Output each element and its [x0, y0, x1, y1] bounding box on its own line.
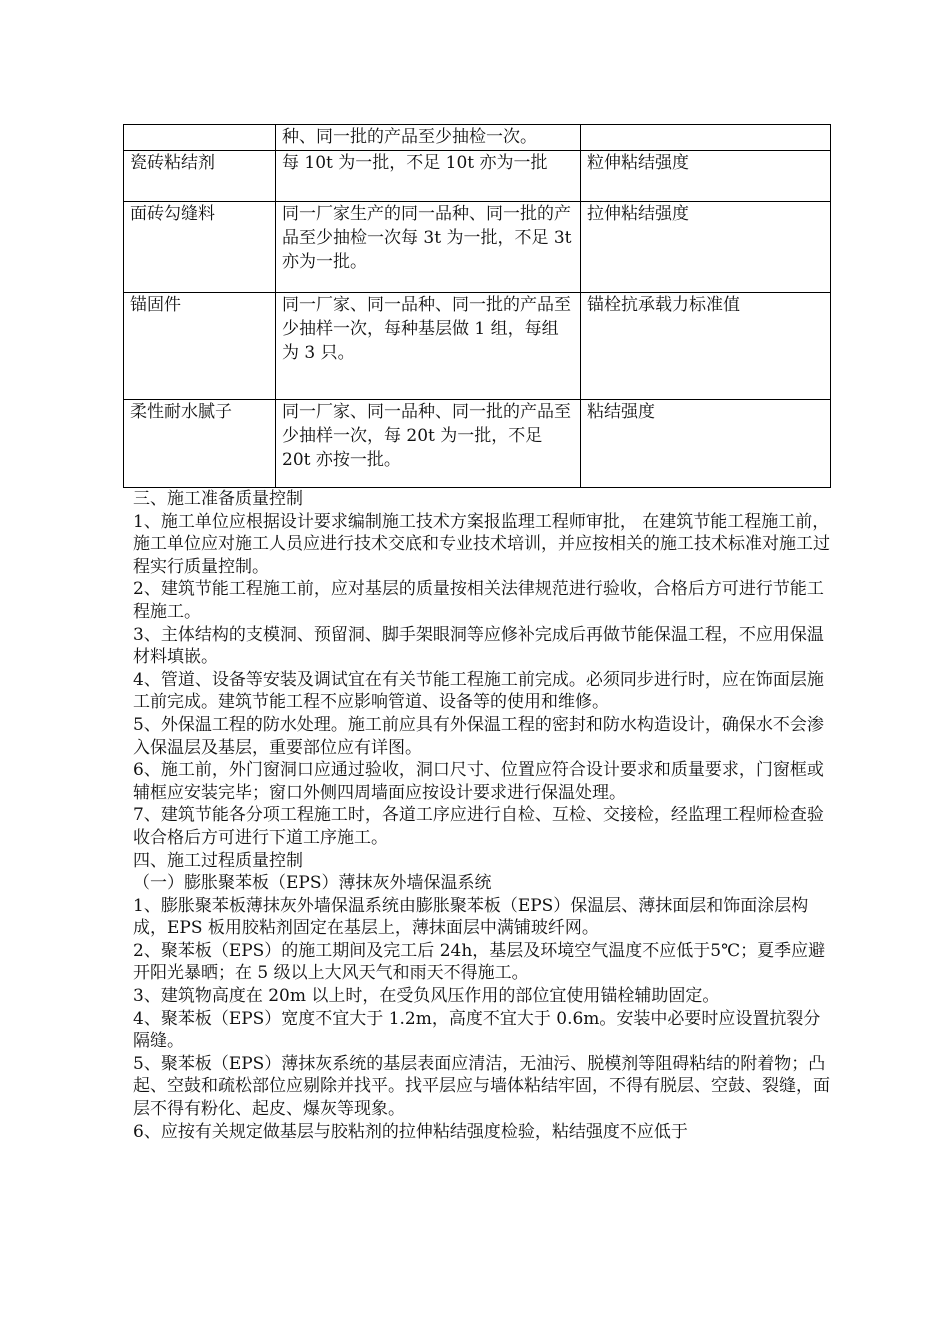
body-text	[133, 488, 833, 1143]
sampling-rule-cell: 同一厂家、同一品种、同一批的产品至少抽样一次，每 20t 为一批，不足 20t 亦按一批。	[276, 400, 581, 488]
sampling-rule-cell: 同一厂家、同一品种、同一批的产品至少抽样一次，每种基层做 1 组，每组为 3 只。	[276, 293, 581, 400]
table-row	[124, 202, 831, 293]
paragraph: 2、建筑节能工程施工前，应对基层的质量按相关法律规范进行验收，合格后方可进行节能工程施工。	[133, 579, 824, 622]
paragraph: 7、建筑节能各分项工程施工时，各道工序应进行自检、互检、交接检，经监理工程师检查验收合格后方可进行下道工序施工。	[133, 805, 824, 848]
sampling-rule-cell: 每 10t 为一批，不足 10t 亦为一批	[276, 151, 581, 202]
test-item-cell	[581, 125, 831, 151]
material-name-cell: 锚固件	[124, 293, 276, 400]
table-row	[124, 125, 831, 151]
paragraph: 1、施工单位应根据设计要求编制施工技术方案报监理工程师审批， 在建筑节能工程施工前，施工单位应对施工人员应进行技术交底和专业技术培训，并应按相关的施工技术标准对施工过程实行质量控制。	[133, 511, 830, 577]
paragraph: 4、聚苯板（EPS）宽度不宜大于 1.2m，高度不宜大于 0.6m。安装中必要时应设置抗裂分隔缝。	[133, 1008, 821, 1052]
paragraph: 2、聚苯板（EPS）的施工期间及完工后 24h，基层及环境空气温度不应低于5℃；夏季应避开阳光暴晒；在 5 级以上大风天气和雨天不得施工。	[133, 940, 826, 984]
table-row	[124, 293, 831, 400]
paragraph: 1、膨胀聚苯板薄抹灰外墙保温系统由膨胀聚苯板（EPS）保温层、薄抹面层和饰面涂层构成，EPS 板用胶粘剂固定在基层上，薄抹面层中满铺玻纤网。	[133, 895, 809, 939]
material-name-cell	[124, 125, 276, 151]
test-item-cell: 锚栓抗承载力标准值	[581, 293, 831, 400]
table-row	[124, 400, 831, 488]
paragraph: 4、管道、设备等安装及调试宜在有关节能工程施工前完成。必须同步进行时，应在饰面层施工前完成。建筑节能工程不应影响管道、设备等的使用和维修。	[133, 669, 824, 713]
test-item-cell: 粘结强度	[581, 400, 831, 488]
inspection-table	[123, 124, 831, 488]
subsection-heading: （一）膨胀聚苯板（EPS）薄抹灰外墙保温系统	[133, 873, 492, 894]
sampling-rule-cell: 同一厂家生产的同一品种、同一批的产品至少抽检一次每 3t 为一批，不足 3t 亦为一批。	[276, 202, 581, 293]
paragraph: 5、外保温工程的防水处理。施工前应具有外保温工程的密封和防水构造设计，确保水不会渗入保温层及基层，重要部位应有详图。	[133, 714, 824, 758]
section-heading: 三、施工准备质量控制	[133, 489, 303, 509]
paragraph: 6、施工前，外门窗洞口应通过验收，洞口尺寸、位置应符合设计要求和质量要求，门窗框或辅框应安装完毕；窗口外侧四周墙面应按设计要求进行保温处理。	[133, 760, 824, 803]
sampling-rule-cell: 种、同一批的产品至少抽检一次。	[276, 125, 581, 151]
test-item-cell: 拉伸粘结强度	[581, 202, 831, 293]
paragraph: 3、建筑物高度在 20m 以上时，在受负风压作用的部位宜使用锚栓辅助固定。	[133, 986, 720, 1007]
section-heading: 四、施工过程质量控制	[133, 850, 303, 871]
material-name-cell: 面砖勾缝料	[124, 202, 276, 293]
paragraph: 3、主体结构的支模洞、预留洞、脚手架眼洞等应修补完成后再做节能保温工程，不应用保温材料填嵌。	[133, 624, 824, 668]
paragraph: 5、聚苯板（EPS）薄抹灰系统的基层表面应清洁，无油污、脱模剂等阻碍粘结的附着物；凸起、空鼓和疏松部位应剔除并找平。找平层应与墙体粘结牢固，不得有脱层、空鼓、裂缝，面层不得有粉化、起皮、爆灰等现象。	[133, 1053, 830, 1120]
test-item-cell: 粒伸粘结强度	[581, 151, 831, 202]
paragraph: 6、应按有关规定做基层与胶粘剂的拉伸粘结强度检验，粘结强度不应低于	[133, 1121, 688, 1142]
material-name-cell: 瓷砖粘结剂	[124, 151, 276, 202]
table-row	[124, 151, 831, 202]
material-name-cell: 柔性耐水腻子	[124, 400, 276, 488]
